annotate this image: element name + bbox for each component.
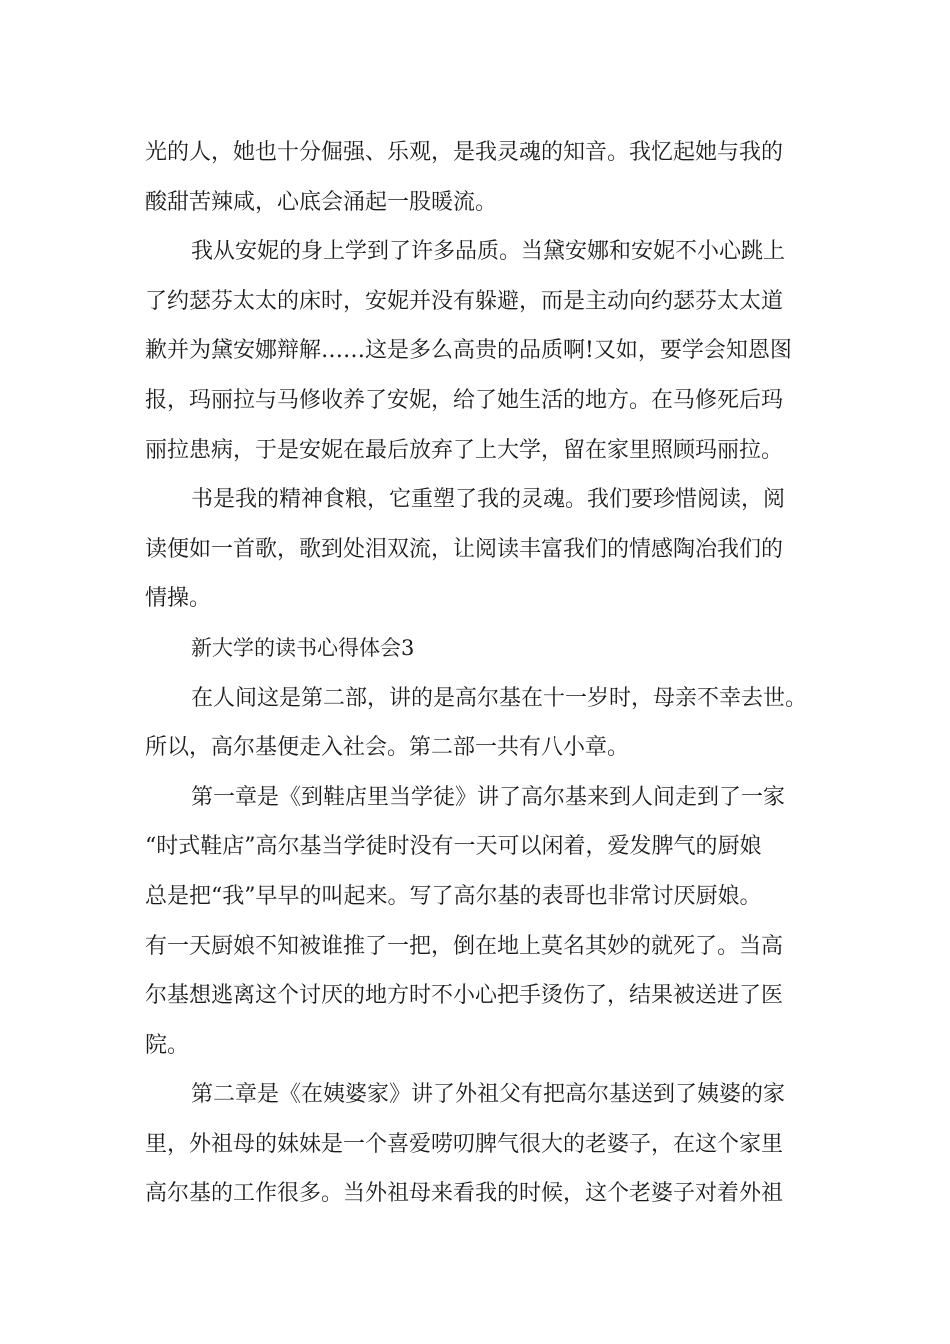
text-line: 酸甜苦辣咸，心底会涌起一股暖流。: [145, 189, 498, 215]
text-line: 院。: [145, 1032, 190, 1058]
text-line: 光的人，她也十分倔强、乐观，是我灵魂的知音。我忆起她与我的: [145, 140, 784, 165]
text-line: 所以，高尔基便走入社会。第二部一共有八小章。: [145, 735, 630, 761]
paragraph: [145, 227, 825, 475]
text-line: 总是把“我”早早的叫起来。写了高尔基的表哥也非常讨厌厨娘。: [145, 883, 762, 909]
paragraph: [145, 475, 825, 624]
document-body: [145, 128, 825, 1219]
text-line: 歉并为黛安娜辩解……这是多么高贵的品质啊!又如，要学会知恩图: [145, 338, 792, 364]
text-line: 有一天厨娘不知被谁推了一把，倒在地上莫名其妙的就死了。当高: [145, 933, 784, 959]
paragraph: [145, 674, 825, 773]
text-line: 第二章是《在姨婆家》讲了外祖父有把高尔基送到了姨婆的家: [191, 1082, 786, 1108]
text-line: 书是我的精神食粮，它重塑了我的灵魂。我们要珍惜阅读，阅: [191, 487, 786, 513]
text-line: 里，外祖母的妹妹是一个喜爱唠叨脾气很大的老婆子，在这个家里: [145, 1131, 784, 1157]
text-line: 第一章是《到鞋店里当学徒》讲了高尔基来到人间走到了一家: [191, 784, 786, 810]
paragraph: [145, 128, 825, 227]
text-line: 尔基想逃离这个讨厌的地方时不小心把手烫伤了，结果被送进了医: [145, 983, 784, 1009]
paragraph: [145, 773, 825, 1071]
text-line: 了约瑟芬太太的床时，安妮并没有躲避，而是主动向约瑟芬太太道: [145, 288, 784, 314]
text-line: 高尔基的工作很多。当外祖母来看我的时候，这个老婆子对着外祖: [145, 1181, 784, 1207]
text-line: 在人间这是第二部，讲的是高尔基在十一岁时，母亲不幸去世。: [191, 685, 808, 711]
section-heading: [145, 624, 825, 674]
text-line: 情操。: [145, 586, 212, 612]
text-line: “时式鞋店”高尔基当学徒时没有一天可以闲着，爱发脾气的厨娘: [145, 834, 762, 860]
text-line: 报，玛丽拉与马修收养了安妮，给了她生活的地方。在马修死后玛: [145, 387, 784, 413]
paragraph: [145, 1070, 825, 1219]
text-line: 我从安妮的身上学到了许多品质。当黛安娜和安妮不小心跳上: [191, 239, 786, 265]
text-line: 读便如一首歌，歌到处泪双流，让阅读丰富我们的情感陶冶我们的: [145, 536, 784, 562]
text-line: 丽拉患病，于是安妮在最后放弃了上大学，留在家里照顾玛丽拉。: [145, 437, 784, 463]
heading-text: 新大学的读书心得体会3: [191, 635, 415, 660]
